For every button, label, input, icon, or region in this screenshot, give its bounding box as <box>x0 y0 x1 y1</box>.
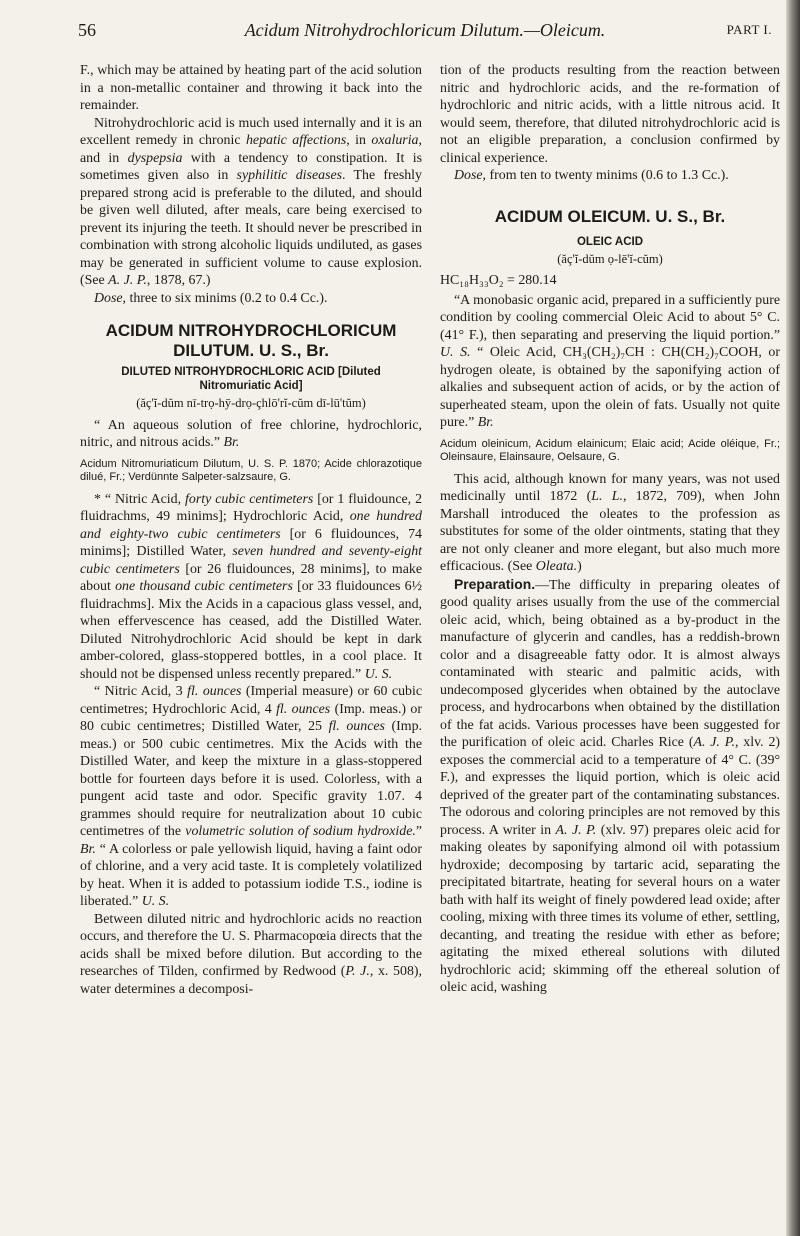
continued-paragraph: F., which may be attained by heating part of the acid solution in a non-metallic container and throwing it back into the remainder. <box>80 63 422 113</box>
synonyms: Acidum Nitromuriaticum Dilutum, U. S. P. 1870; Acide chlorazotique dilué, Fr.; Verdünnte Salpeter-salzsaure, G. <box>80 457 422 483</box>
therapeutics-paragraph: Nitrohydrochloric acid is much used internally and it is an excellent remedy in chronic hepatic affections, in oxaluria, and in dyspepsia with a tendency to constipation. It is sometimes given also in syphilitic diseases. The freshly prepared strong acid is preferable to the diluted, and should be given well diluted, after meals, care being exercised to prevent its injuring the teeth. It should never be prescribed in combination with strong alcoholic liquids undiluted, as gases may be generated in sufficient volume to cause explosion. (See A. J. P., 1878, 67.) <box>80 115 422 288</box>
preparation-label: Preparation. <box>454 575 536 592</box>
dose-line: Dose, from ten to twenty minims (0.6 to 1.3 Cc.). <box>454 168 729 183</box>
formula-paragraph: * “ Nitric Acid, forty cubic centimeters [or 1 fluidounce, 2 fluidrachms, 49 minims]; Hydrochloric Acid, one hundred and eighty-two cubic centimeters [or 6 fluidounces, 74 minims]; Distilled Water, seven hundred and seventy-eight cubic centimeters [or 26 fluidounces, 28 minims], to make about one thousand cubic centimeters [or 33 fluidounces 6½ fluidrachms]. Mix the Acids in a capacious glass vessel, and, when effervescence has ceased, add the Distilled Water. Diluted Nitrohydrochloric Acid should be kept in dark amber-colored, glass-stoppered bottles, in a cool place. It should not be dispensed unless recently prepared.” U. S. <box>80 491 423 682</box>
book-spine-edge <box>786 0 800 1236</box>
pronunciation: (ăç'ĭ-dŭm nī-trọ-hȳ-drọ-çhlō'rĭ-cŭm dī-lū'tŭm) <box>136 396 366 410</box>
running-title: Acidum Nitrohydrochloricum Dilutum.—Oleicum. <box>244 20 606 40</box>
definition-quote: “ An aqueous solution of free chlorine, hydrochloric, nitric, and nitrous acids.” Br. <box>80 417 422 450</box>
running-head <box>78 20 772 44</box>
history-paragraph: This acid, although known for many years, was not used medicinally until 1872 (L. L., 1872, 709), when John Marshall introduced the oleates to the profession as substitutes for some of the older ointments, stating that they are not only cleaner and more elegant, but also much more efficacious. (See Oleata.) <box>440 471 780 574</box>
right-column <box>440 62 780 997</box>
chemistry-paragraph: Between diluted nitric and hydrochloric acids no reaction occurs, and therefore the U. S. Pharmacopœia directs that the acids shall be mixed before dilution. But according to the researches of Tilden, confirmed by Redwood (P. J., x. 508), water determines a decomposi- <box>80 911 422 997</box>
section-subheading: DILUTED NITROHYDROCHLORIC ACID [Diluted Nitromuriatic Acid] <box>121 366 381 392</box>
section-heading: ACIDUM OLEICUM. U. S., Br. <box>494 206 726 226</box>
molecular-formula: HC₁₈H₃₃O₂ = 280.14 <box>440 273 557 288</box>
dose-line: Dose, three to six minims (0.2 to 0.4 Cc.). <box>94 290 328 306</box>
part-label: PART I. <box>726 22 772 37</box>
synonyms: Acidum oleinicum, Acidum elainicum; Elaic acid; Acide oléique, Fr.; Oleinsaure, Elainsaure, Oelsaure, G. <box>440 437 780 463</box>
section-heading: ACIDUM NITROHYDROCHLORICUM DILUTUM. U. S., Br. <box>105 321 397 360</box>
pronunciation: (ăç'ĭ-dŭm ọ-lē'ĭ-cŭm) <box>557 251 663 266</box>
page-number: 56 <box>78 20 96 40</box>
preparation-paragraph: Preparation.—The difficulty in preparing oleates of good quality arises usually from the use of the commercial oleic acid, which, being obtained as a by-product in the manufacture of glycerin and candles, has a reddish-brown color and a disagreeable fatty odor. It is almost always contaminated with stearic and palmitic acids, with undecomposed glycerides when obtained by the autoclave process, and hydrocarbons when obtained by the distillation of the fat acids. Various processes have been suggested for the purification of oleic acid. Charles Rice (A. J. P., xlv. 2) exposes the commercial acid to a temperature of 4° C. (39° F.), and expresses the liquid portion, which is oleic acid deprived of the greater part of the contaminating substances. The odorous and coloring principles are not removed by this process. A writer in A. J. P. (xlv. 97) prepares oleic acid for making oleates by saponifying almond oil with potassium hydroxide; decomposing by tartaric acid, separating the precipitated bitartrate, heating for several hours on a water bath with half its weight of finely powdered lead oxide; after cooling, mixing with three times its volume of ether, settling, decanting, and treating the residue with ether as before; agitating the mixed ethereal solutions with diluted hydrochloric acid; skimming off the ethereal solution of oleic acid, washing <box>440 575 781 995</box>
section-subheading: OLEIC ACID <box>576 235 644 248</box>
british-formula-paragraph: “ Nitric Acid, 3 fl. ounces (Imperial measure) or 60 cubic centimetres; Hydrochloric Acid, 4 fl. ounces (Imp. meas.) or 80 cubic centimetres; Distilled Water, 25 fl. ounces (Imp. meas.) or 500 cubic centimetres. Mix the Acids with the Distilled Water, and keep the mixture in a glass-stoppered bottle for fourteen days before it is used. Colorless, with a pungent acid taste and odor. Specific gravity 1.07. 4 grammes should require for neutralization about 10 cubic centimetres of the volumetric solution of sodium hydroxide.” Br. “ A colorless or pale yellowish liquid, having a faint odor of chlorine, and a very acid taste. It is completely volatilized by heat. When it is added to potassium iodide T.S., iodine is liberated.” U. S. <box>80 684 422 909</box>
definition-quote: “A monobasic organic acid, prepared in a sufficiently pure condition by cooling commercial Oleic Acid to about 5° C. (41° F.), then separating and preserving the liquid portion.” U. S. “ Oleic Acid, CH₃(CH₂)₇CH : CH(CH₂)₇COOH, or hydrogen oleate, is obtained by the saponifying action of alkalies and subsequent action of acids, or by the action of superheated steam, upon the olein of fats. Usually not quite pure.” Br. <box>440 292 780 430</box>
continued-paragraph: tion of the products resulting from the reaction between nitric and hydrochloric acids, and the re-formation of hydrochloric and nitric acids, with a little nitrous acid. It would seem, therefore, that diluted nitrohydrochloric acid is not an eligible preparation, a conclusion confirmed by clinical experience. <box>440 63 780 166</box>
left-column <box>80 62 422 998</box>
